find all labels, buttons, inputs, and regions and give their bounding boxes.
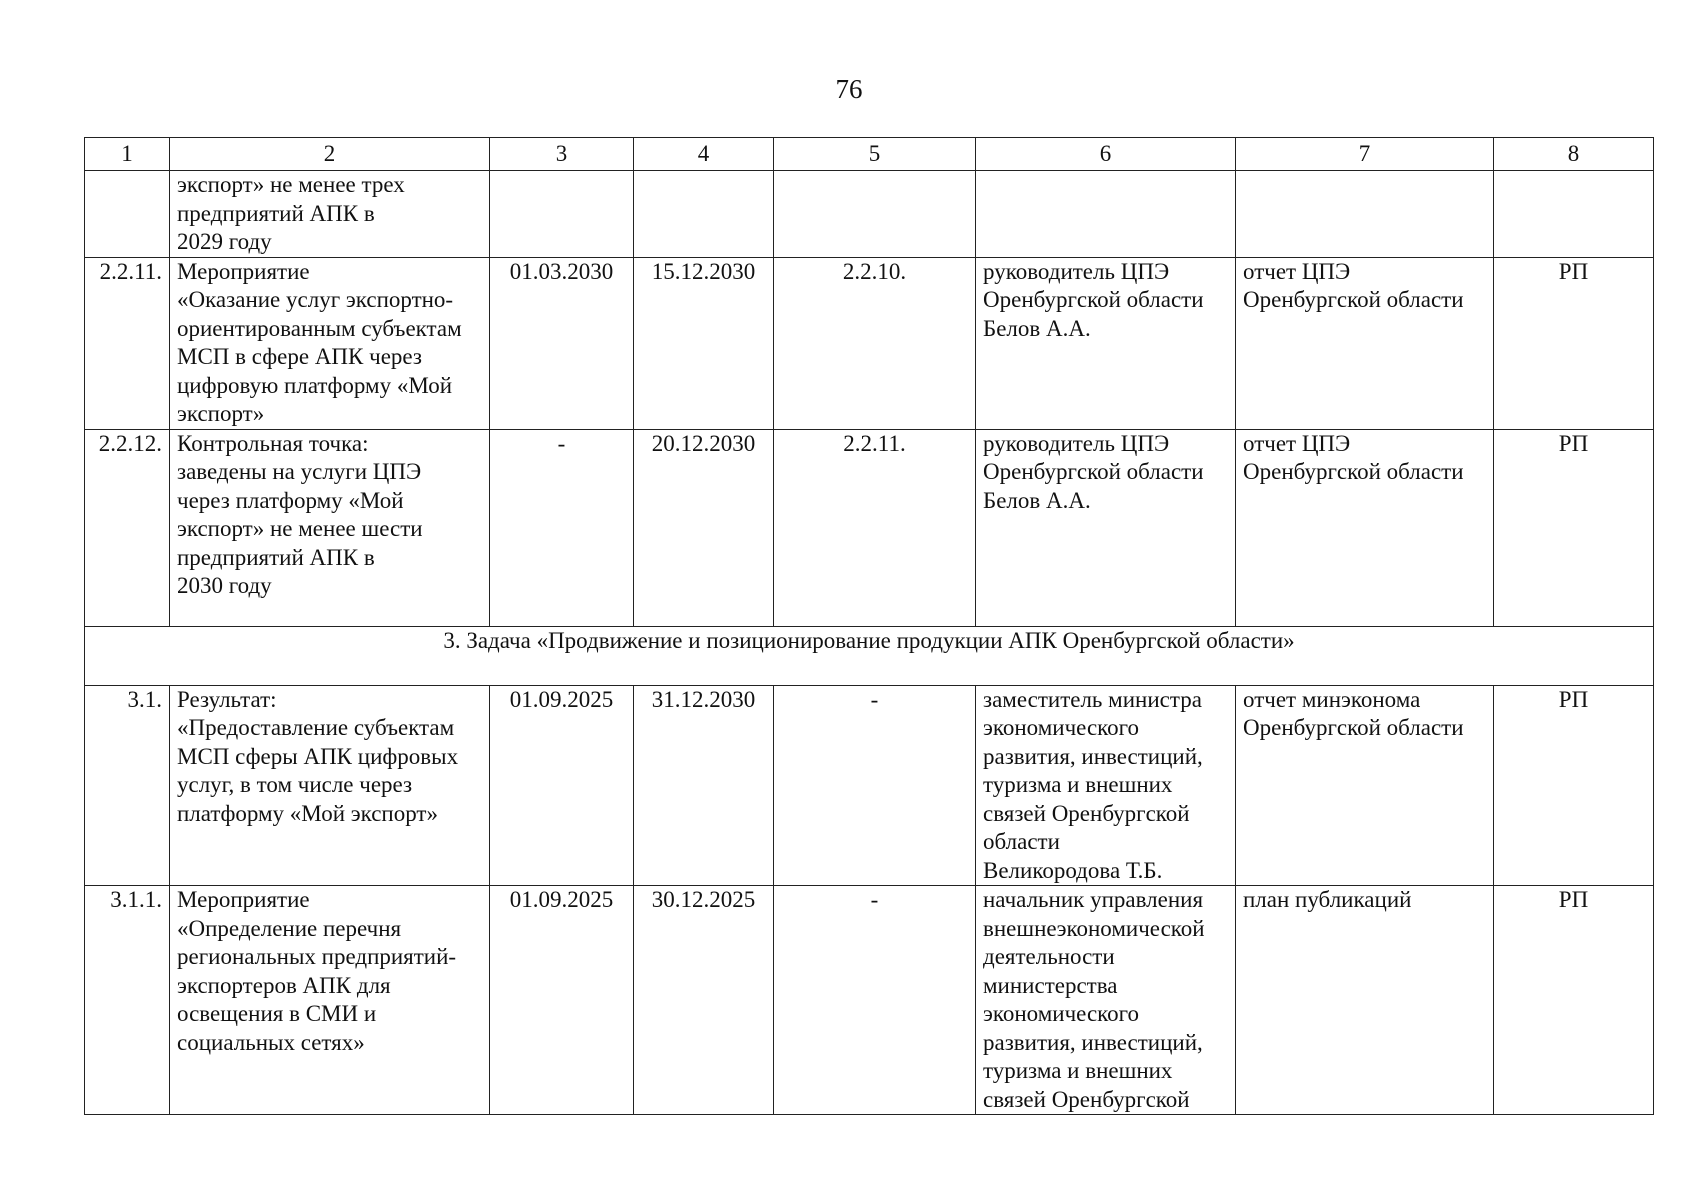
row-responsible: руководитель ЦПЭ Оренбургской области Белов А.А.: [976, 257, 1236, 429]
column-header: 7: [1236, 138, 1494, 171]
column-header: 5: [774, 138, 976, 171]
row-responsible: руководитель ЦПЭ Оренбургской области Белов А.А.: [976, 429, 1236, 626]
row-link: 2.2.10.: [774, 257, 976, 429]
row-responsible: [976, 171, 1236, 258]
row-number: [85, 171, 170, 258]
row-document: отчет ЦПЭ Оренбургской области: [1236, 257, 1494, 429]
row-name: Мероприятие «Оказание услуг экспортно- ориентированным субъектам МСП в сфере АПК через цифровую платформу «Мой экспорт»: [170, 257, 490, 429]
row-number: 3.1.1.: [85, 886, 170, 1115]
column-header: 1: [85, 138, 170, 171]
row-document: отчет минэконома Оренбургской области: [1236, 685, 1494, 886]
row-start-date: 01.03.2030: [490, 257, 634, 429]
row-number: 3.1.: [85, 685, 170, 886]
row-end-date: 31.12.2030: [634, 685, 774, 886]
row-end-date: 20.12.2030: [634, 429, 774, 626]
row-name: Мероприятие «Определение перечня региональных предприятий- экспортеров АПК для освещения в СМИ и социальных сетях»: [170, 886, 490, 1115]
column-header: 6: [976, 138, 1236, 171]
row-start-date: 01.09.2025: [490, 685, 634, 886]
table-row: [85, 685, 1654, 886]
row-document: план публикаций: [1236, 886, 1494, 1115]
task-heading: 3. Задача «Продвижение и позиционирование продукции АПК Оренбургской области»: [85, 626, 1654, 685]
row-responsible: заместитель министра экономического развития, инвестиций, туризма и внешних связей Оренбургской области Великородова Т.Б.: [976, 685, 1236, 886]
row-end-date: [634, 171, 774, 258]
row-start-date: 01.09.2025: [490, 886, 634, 1115]
row-level: РП: [1494, 886, 1654, 1115]
row-end-date: 30.12.2025: [634, 886, 774, 1115]
row-name: Результат: «Предоставление субъектам МСП сферы АПК цифровых услуг, в том числе через платформу «Мой экспорт»: [170, 685, 490, 886]
row-start-date: -: [490, 429, 634, 626]
row-document: [1236, 171, 1494, 258]
row-end-date: 15.12.2030: [634, 257, 774, 429]
table-row: [85, 171, 1654, 258]
task-heading-row: [85, 626, 1654, 685]
table-row: [85, 886, 1654, 1115]
row-name: экспорт» не менее трех предприятий АПК в 2029 году: [170, 171, 490, 258]
column-header: 3: [490, 138, 634, 171]
table-header-row: [85, 138, 1654, 171]
row-link: [774, 171, 976, 258]
row-responsible: начальник управления внешнеэкономической деятельности министерства экономического развития, инвестиций, туризма и внешних связей Оренбургской: [976, 886, 1236, 1115]
row-link: -: [774, 685, 976, 886]
row-level: РП: [1494, 257, 1654, 429]
table-row: [85, 429, 1654, 626]
row-level: РП: [1494, 685, 1654, 886]
row-link: 2.2.11.: [774, 429, 976, 626]
row-level: РП: [1494, 429, 1654, 626]
row-document: отчет ЦПЭ Оренбургской области: [1236, 429, 1494, 626]
row-name: Контрольная точка: заведены на услуги ЦПЭ через платформу «Мой экспорт» не менее шести предприятий АПК в 2030 году: [170, 429, 490, 626]
row-start-date: [490, 171, 634, 258]
row-level: [1494, 171, 1654, 258]
row-link: -: [774, 886, 976, 1115]
table-row: [85, 257, 1654, 429]
page-number: 76: [835, 74, 863, 104]
plan-table: [84, 137, 1654, 1115]
column-header: 8: [1494, 138, 1654, 171]
row-number: 2.2.11.: [85, 257, 170, 429]
column-header: 4: [634, 138, 774, 171]
row-number: 2.2.12.: [85, 429, 170, 626]
column-header: 2: [170, 138, 490, 171]
